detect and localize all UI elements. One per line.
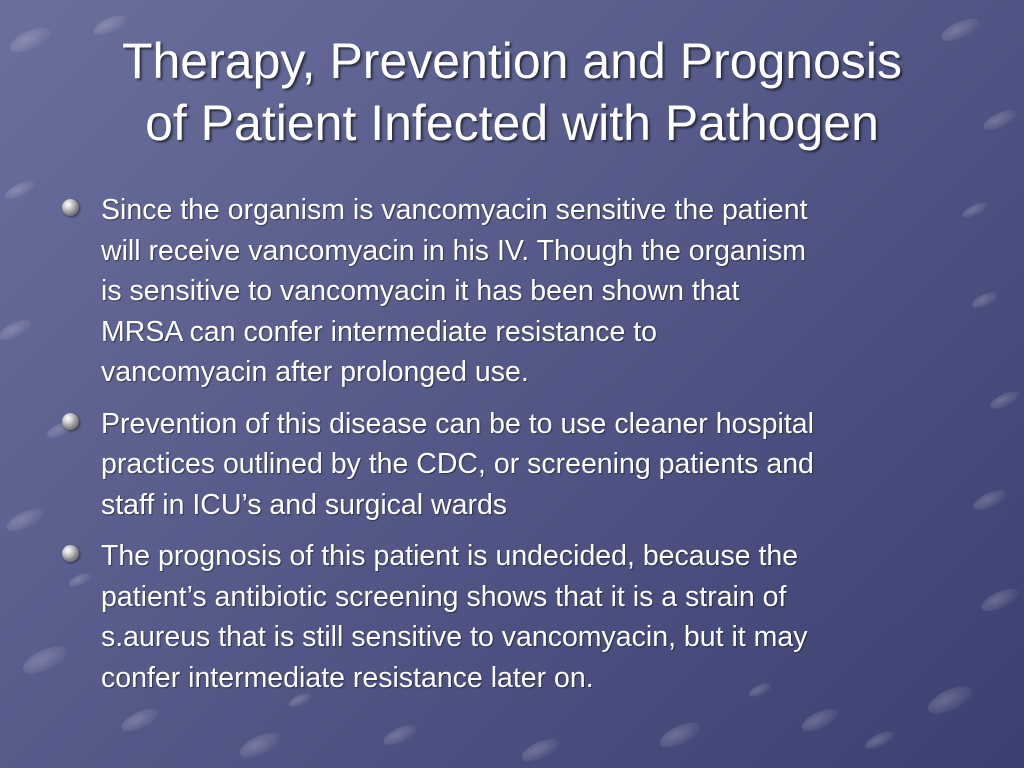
title-line: of Patient Infected with Pathogen	[145, 95, 879, 151]
bullet-line: vancomyacin after prolonged use.	[101, 356, 529, 388]
bullet-text	[101, 404, 814, 526]
bullet-item-prevention	[62, 404, 967, 526]
bullet-item-therapy	[62, 190, 967, 393]
bullet-line: confer intermediate resistance later on.	[101, 661, 594, 694]
sphere-bullet-icon	[62, 545, 79, 562]
bullet-line: The prognosis of this patient is undecided, because the	[101, 540, 799, 572]
bullet-text	[101, 536, 807, 698]
title-line: Therapy, Prevention and Prognosis	[121, 33, 903, 89]
bullet-line: patient’s antibiotic screening shows that it is a strain of	[101, 580, 787, 613]
bullet-item-prognosis	[62, 536, 967, 698]
bullet-line: will receive vancomyacin in his IV. Though the organism	[101, 234, 806, 267]
sphere-bullet-icon	[62, 199, 79, 216]
bullet-line: MRSA can confer intermediate resistance to	[101, 315, 658, 348]
bullet-line: Prevention of this disease can be to use cleaner hospital	[101, 407, 814, 440]
slide-title	[40, 30, 984, 154]
bullet-line: is sensitive to vancomyacin it has been shown that	[101, 275, 740, 307]
sphere-bullet-icon	[62, 413, 79, 430]
bullet-text	[101, 190, 808, 393]
bullet-line: practices outlined by the CDC, or screening patients and	[101, 448, 814, 480]
bullet-line: Since the organism is vancomyacin sensitive the patient	[101, 194, 808, 226]
bullet-list	[62, 190, 967, 709]
bullet-line: staff in ICU’s and surgical wards	[101, 488, 508, 521]
bullet-line: s.aureus that is still sensitive to vancomyacin, but it may	[101, 621, 808, 653]
